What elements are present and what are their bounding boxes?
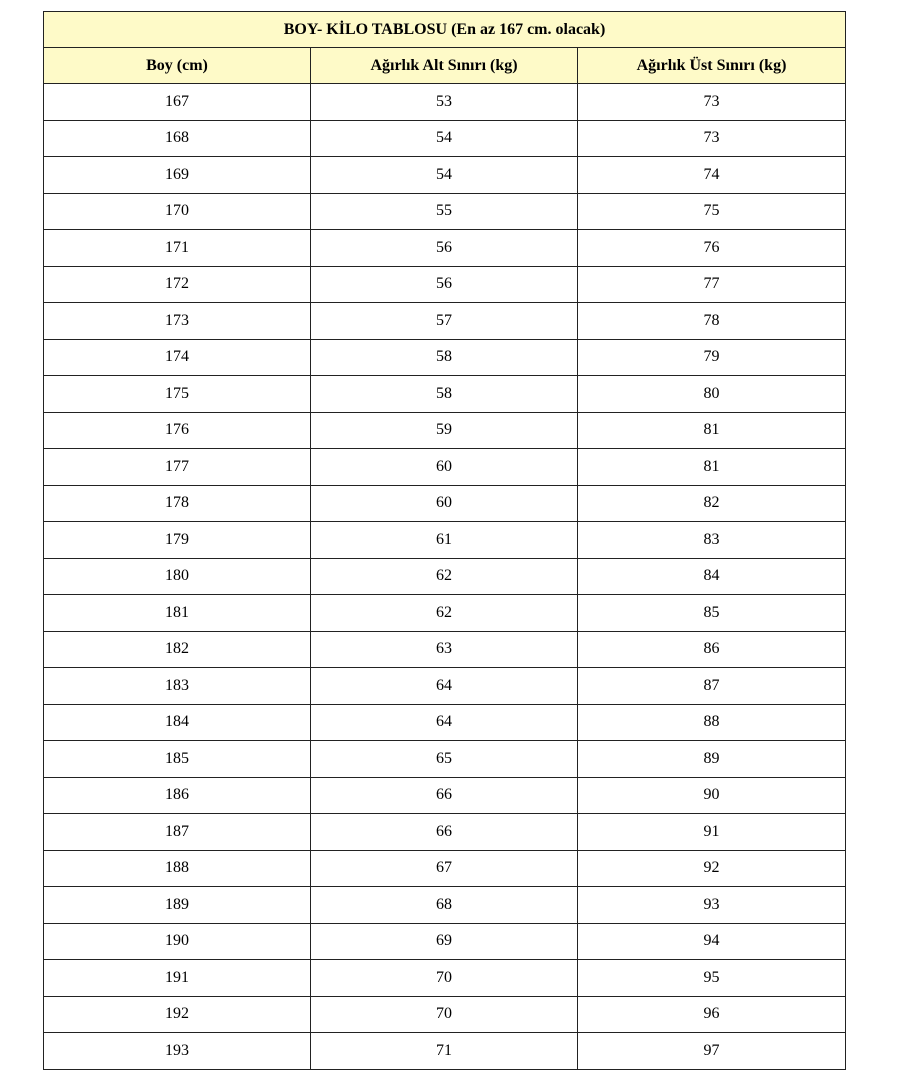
cell-weight-min: 66: [311, 814, 578, 851]
cell-weight-min: 63: [311, 631, 578, 668]
table-row: [44, 1033, 846, 1070]
cell-height: 173: [44, 303, 311, 340]
cell-weight-min: 67: [311, 850, 578, 887]
cell-height: 186: [44, 777, 311, 814]
table-row: [44, 814, 846, 851]
cell-height: 169: [44, 157, 311, 194]
cell-weight-max: 97: [578, 1033, 846, 1070]
cell-weight-min: 54: [311, 157, 578, 194]
cell-height: 170: [44, 193, 311, 230]
cell-height: 193: [44, 1033, 311, 1070]
table-row: [44, 631, 846, 668]
cell-weight-max: 79: [578, 339, 846, 376]
cell-weight-max: 80: [578, 376, 846, 413]
cell-weight-min: 58: [311, 339, 578, 376]
cell-weight-max: 94: [578, 923, 846, 960]
table-row: [44, 595, 846, 632]
cell-height: 184: [44, 704, 311, 741]
table-body: [44, 84, 846, 1070]
cell-weight-max: 75: [578, 193, 846, 230]
cell-weight-max: 87: [578, 668, 846, 705]
cell-height: 174: [44, 339, 311, 376]
cell-weight-max: 96: [578, 996, 846, 1033]
cell-weight-min: 59: [311, 412, 578, 449]
cell-height: 183: [44, 668, 311, 705]
cell-weight-min: 58: [311, 376, 578, 413]
cell-height: 177: [44, 449, 311, 486]
table-row: [44, 193, 846, 230]
table-row: [44, 960, 846, 997]
cell-weight-max: 89: [578, 741, 846, 778]
cell-weight-min: 71: [311, 1033, 578, 1070]
cell-weight-max: 81: [578, 449, 846, 486]
cell-weight-min: 66: [311, 777, 578, 814]
cell-weight-min: 54: [311, 120, 578, 157]
cell-weight-min: 68: [311, 887, 578, 924]
table-row: [44, 704, 846, 741]
cell-height: 181: [44, 595, 311, 632]
cell-height: 189: [44, 887, 311, 924]
cell-weight-min: 60: [311, 485, 578, 522]
table-header-row: [44, 48, 846, 84]
cell-height: 178: [44, 485, 311, 522]
cell-weight-max: 92: [578, 850, 846, 887]
table-row: [44, 777, 846, 814]
table-row: [44, 850, 846, 887]
cell-height: 168: [44, 120, 311, 157]
cell-weight-max: 82: [578, 485, 846, 522]
cell-weight-min: 57: [311, 303, 578, 340]
cell-weight-min: 56: [311, 230, 578, 267]
table-row: [44, 157, 846, 194]
column-header-weight-min: Ağırlık Alt Sınırı (kg): [311, 48, 578, 84]
table-row: [44, 668, 846, 705]
cell-weight-max: 73: [578, 120, 846, 157]
table-row: [44, 339, 846, 376]
cell-weight-max: 81: [578, 412, 846, 449]
cell-height: 167: [44, 84, 311, 121]
cell-weight-min: 70: [311, 960, 578, 997]
cell-weight-min: 53: [311, 84, 578, 121]
table-row: [44, 522, 846, 559]
cell-weight-min: 62: [311, 558, 578, 595]
table-title-row: [44, 12, 846, 48]
cell-weight-min: 64: [311, 668, 578, 705]
cell-weight-max: 78: [578, 303, 846, 340]
cell-height: 191: [44, 960, 311, 997]
cell-weight-max: 86: [578, 631, 846, 668]
cell-height: 187: [44, 814, 311, 851]
cell-height: 180: [44, 558, 311, 595]
cell-weight-min: 69: [311, 923, 578, 960]
cell-height: 175: [44, 376, 311, 413]
cell-weight-max: 95: [578, 960, 846, 997]
cell-weight-min: 56: [311, 266, 578, 303]
cell-height: 176: [44, 412, 311, 449]
table-row: [44, 84, 846, 121]
cell-weight-max: 88: [578, 704, 846, 741]
table-row: [44, 741, 846, 778]
height-weight-table: [43, 11, 846, 1070]
table-row: [44, 266, 846, 303]
cell-height: 192: [44, 996, 311, 1033]
cell-weight-min: 64: [311, 704, 578, 741]
cell-height: 188: [44, 850, 311, 887]
column-header-height: Boy (cm): [44, 48, 311, 84]
table-row: [44, 412, 846, 449]
cell-weight-max: 83: [578, 522, 846, 559]
cell-height: 185: [44, 741, 311, 778]
cell-weight-max: 90: [578, 777, 846, 814]
cell-weight-min: 61: [311, 522, 578, 559]
cell-weight-min: 60: [311, 449, 578, 486]
cell-weight-min: 62: [311, 595, 578, 632]
cell-weight-max: 73: [578, 84, 846, 121]
table-row: [44, 558, 846, 595]
table-row: [44, 485, 846, 522]
cell-weight-min: 70: [311, 996, 578, 1033]
table-row: [44, 449, 846, 486]
cell-weight-max: 74: [578, 157, 846, 194]
cell-weight-min: 65: [311, 741, 578, 778]
cell-height: 179: [44, 522, 311, 559]
table-row: [44, 376, 846, 413]
cell-weight-max: 85: [578, 595, 846, 632]
table-title: BOY- KİLO TABLOSU (En az 167 cm. olacak): [44, 12, 846, 48]
table-row: [44, 887, 846, 924]
cell-weight-max: 93: [578, 887, 846, 924]
cell-weight-max: 77: [578, 266, 846, 303]
cell-weight-max: 84: [578, 558, 846, 595]
cell-height: 172: [44, 266, 311, 303]
cell-weight-max: 91: [578, 814, 846, 851]
cell-weight-min: 55: [311, 193, 578, 230]
column-header-weight-max: Ağırlık Üst Sınırı (kg): [578, 48, 846, 84]
table-row: [44, 303, 846, 340]
table-row: [44, 230, 846, 267]
cell-weight-max: 76: [578, 230, 846, 267]
table-row: [44, 923, 846, 960]
table-row: [44, 996, 846, 1033]
table-row: [44, 120, 846, 157]
cell-height: 171: [44, 230, 311, 267]
cell-height: 190: [44, 923, 311, 960]
cell-height: 182: [44, 631, 311, 668]
